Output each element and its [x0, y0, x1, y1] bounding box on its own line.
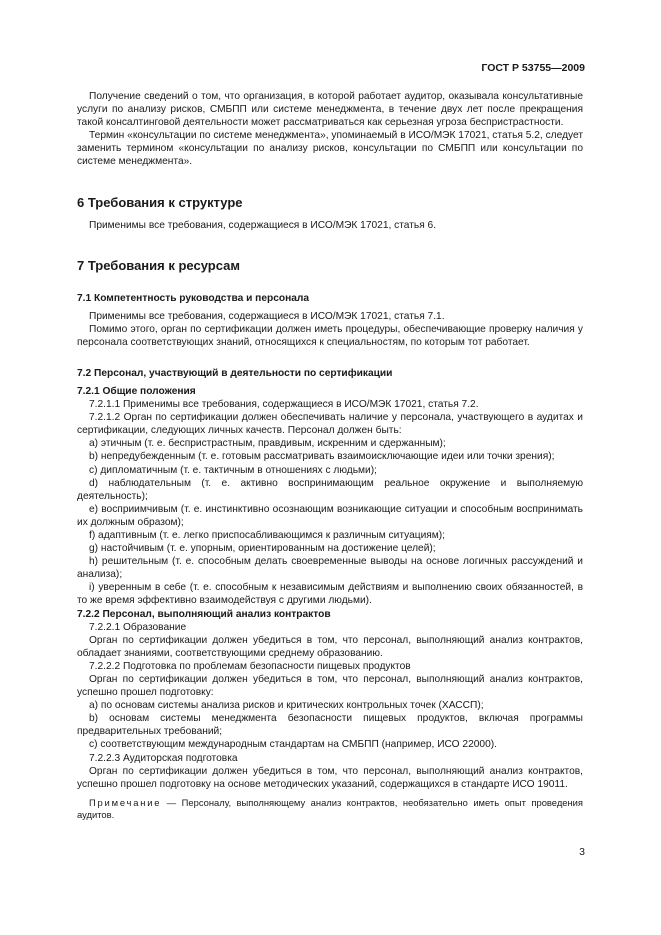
list-item: g) настойчивым (т. е. упорным, ориентированным на достижение целей);: [89, 543, 436, 555]
list-item: a) этичным (т. е. беспристрастным, правдивым, искренним и сдержанным);: [89, 438, 446, 450]
section-6-paragraph: Применимы все требования, содержащиеся в ИСО/МЭК 17021, статья 6.: [89, 219, 437, 231]
list-item: d) наблюдательным (т. е. активно воспринимающим реальное окружение и выполняемую деятельность);: [77, 477, 583, 502]
intro-paragraph-1: Получение сведений о том, что организация, в которой работает аудитор, оказывала консультативные услуги по анализу рисков, СМБПП или системе менеджмента, в течение двух лет после прекращения такой консалтинговой деятельности может рассматриваться как серьезная угроза беспристрастности.: [77, 91, 583, 129]
note-text: — Персоналу, выполняющему анализ контрактов, необязательно иметь опыт проведения аудитов.: [77, 796, 583, 820]
section-7-heading: 7 Требования к ресурсам: [77, 257, 240, 273]
list-item: a) по основам системы анализа рисков и критических контрольных точек (ХАССП);: [89, 700, 484, 712]
section-7-1-heading: 7.1 Компетентность руководства и персонала: [77, 292, 310, 304]
list-item: c) соответствующим международным стандартам на СМБПП (например, ИСО 22000).: [89, 739, 497, 751]
list-item: c) дипломатичным (т. е. тактичным в отношениях с людьми);: [89, 464, 377, 476]
clause-7-2-2-1-title: 7.2.2.1 Образование: [89, 621, 187, 633]
page-content: [77, 90, 583, 821]
clause-7-2-2-3-text: Орган по сертификации должен убедиться в том, что персонал, выполняющий анализ контрактов, успешно прошел подготовку на основе методических указаний, содержащихся в стандарте ИСО 19011.: [77, 765, 583, 790]
section-6-heading: 6 Требования к структуре: [77, 194, 243, 210]
list-item: h) решительным (т. е. способным делать своевременные выводы на основе логичных рассуждений и анализа);: [77, 556, 583, 581]
list-item: f) адаптивным (т. е. легко приспосабливающимся к различным ситуациям);: [89, 529, 446, 541]
clause-7-2-2-1-text: Орган по сертификации должен убедиться в том, что персонал, выполняющий анализ контрактов, обладает знаниями, соответствующими среднему образованию.: [77, 634, 583, 659]
page-number: 3: [579, 846, 585, 858]
list-item: i) уверенным в себе (т. е. способным к независимым действиям и выполнению своих обязанностей, в то же время эффективно взаимодействуя с другими людьми).: [77, 582, 583, 607]
training-list: [77, 699, 583, 751]
section-7-1-paragraph-1: Применимы все требования, содержащиеся в ИСО/МЭК 17021, статья 7.1.: [89, 310, 445, 322]
list-item: e) восприимчивым (т. е. инстинктивно осознающим возникающие ситуации и способным воспринимать их должным образом);: [77, 503, 583, 528]
section-7-1-paragraph-2: Помимо этого, орган по сертификации должен иметь процедуры, обеспечивающие проверку наличия у персонала соответствующих знаний, относящихся к специальностям, по которым тот работает.: [77, 323, 583, 348]
section-7-2-2-heading: 7.2.2 Персонал, выполняющий анализ контрактов: [77, 608, 331, 620]
document-code: ГОСТ Р 53755—2009: [481, 62, 585, 74]
personal-qualities-list: [77, 437, 583, 607]
section-7-2-heading: 7.2 Персонал, участвующий в деятельности по сертификации: [77, 367, 393, 379]
clause-7-2-1-2: 7.2.1.2 Орган по сертификации должен обеспечивать наличие у персонала, участвующего в аудитах и сертификации, следующих личных качеств. Персонал должен быть:: [77, 412, 583, 437]
list-item: b) непредубежденным (т. е. готовым рассматривать взаимоисключающие идеи или точки зрения);: [89, 451, 555, 463]
section-7-2-1-heading: 7.2.1 Общие положения: [77, 385, 196, 397]
clause-7-2-1-1: 7.2.1.1 Применимы все требования, содержащиеся в ИСО/МЭК 17021, статья 7.2.: [89, 399, 479, 411]
intro-paragraph-2: Термин «консультации по системе менеджмента», упоминаемый в ИСО/МЭК 17021, статья 5.2, следует заменить термином «консультации по анализу рисков, консультации по СМБПП или консультации по системе менеджмента».: [77, 130, 583, 168]
clause-7-2-2-2-title: 7.2.2.2 Подготовка по проблемам безопасности пищевых продуктов: [89, 660, 411, 672]
clause-7-2-2-2-text: Орган по сертификации должен убедиться в том, что персонал, выполняющий анализ контрактов, успешно прошел подготовку:: [77, 674, 583, 699]
note: [77, 797, 583, 821]
note-label: Примечание: [89, 796, 162, 808]
list-item: b) основам системы менеджмента безопасности пищевых продуктов, включая программы предварительных требований;: [77, 713, 583, 738]
clause-7-2-2-3-title: 7.2.2.3 Аудиторская подготовка: [89, 752, 238, 764]
